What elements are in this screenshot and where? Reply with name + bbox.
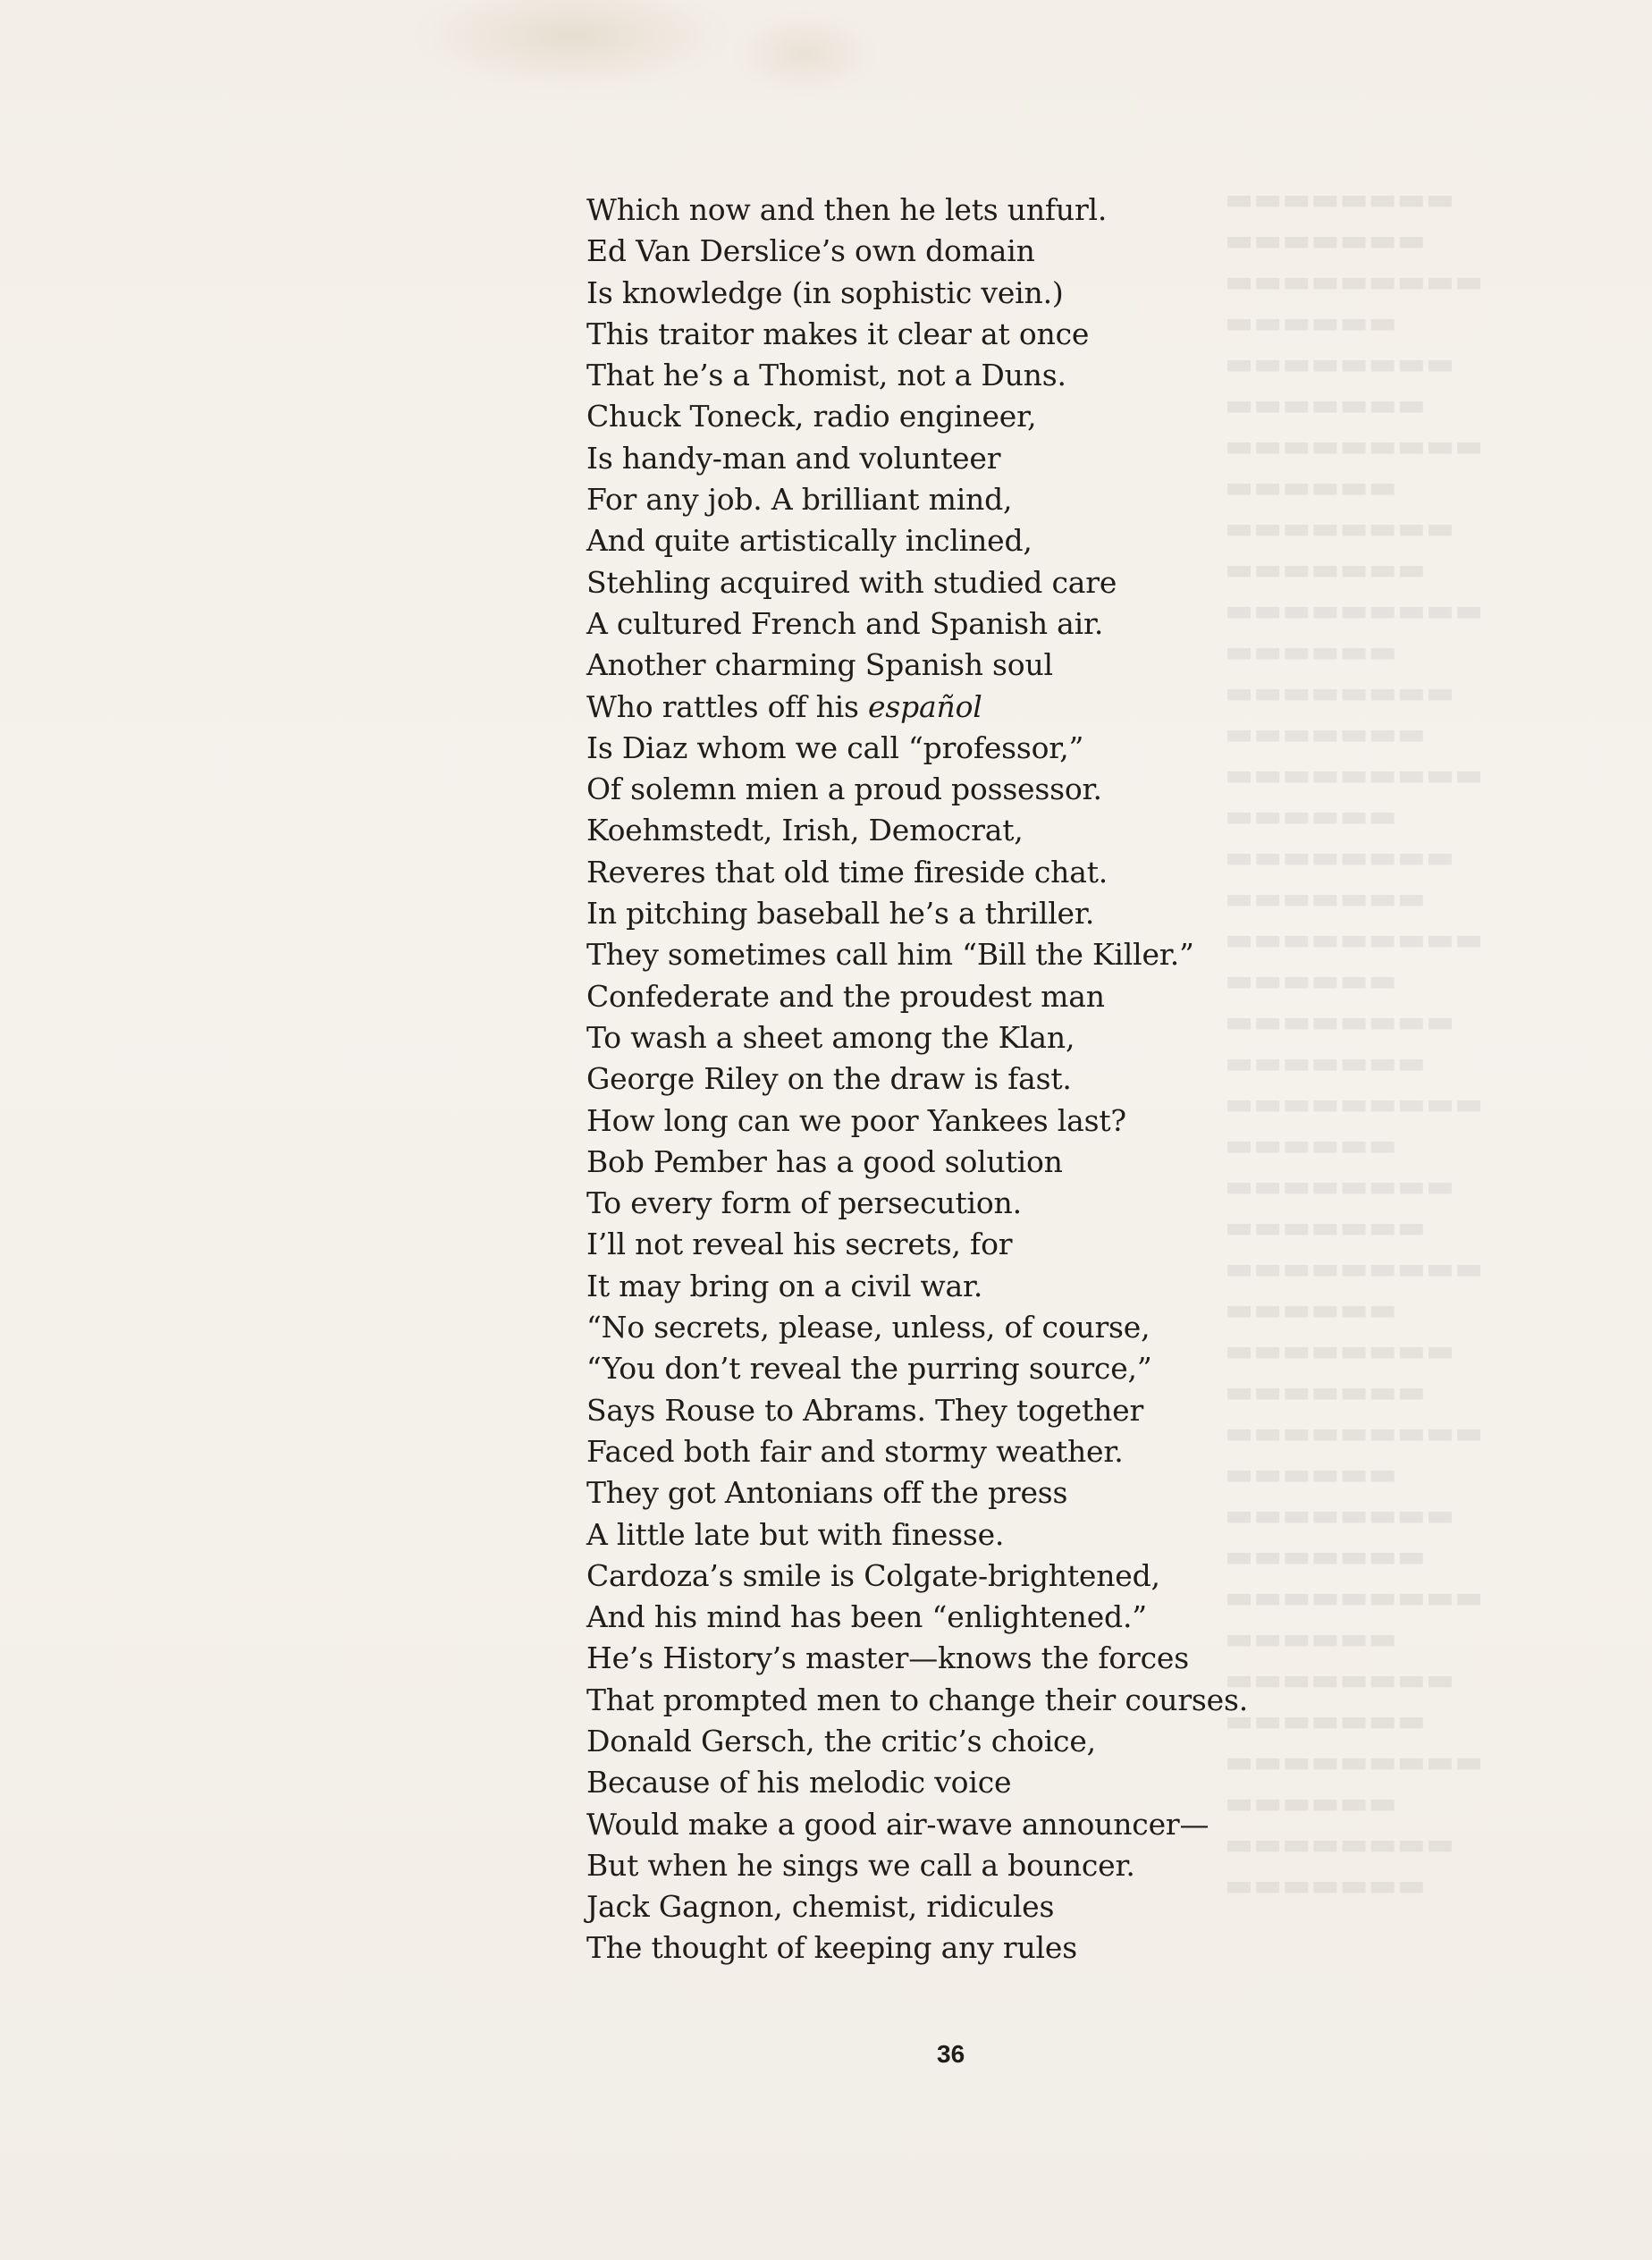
poem-line: George Riley on the draw is fast.: [586, 1061, 1072, 1097]
poem-line: How long can we poor Yankees last?: [586, 1102, 1126, 1138]
show-through-texture: ▬▬▬▬▬▬▬▬ ▬▬▬▬▬▬▬ ▬▬▬▬▬▬▬▬▬ ▬▬▬▬▬▬ ▬▬▬▬▬▬▬▬ ▬▬▬▬▬▬▬ ▬▬▬▬▬▬▬▬▬ ▬▬▬▬▬▬ ▬▬▬▬▬▬▬▬ ▬▬▬▬▬▬▬ ▬▬▬▬▬▬▬▬▬ ▬▬▬▬▬▬ ▬▬▬▬▬▬▬▬ ▬▬▬▬▬▬▬ ▬▬▬▬▬▬▬▬▬ ▬▬▬▬▬▬ ▬▬▬▬▬▬▬▬ ▬▬▬▬▬▬▬ ▬▬▬▬▬▬▬▬▬ ▬▬▬▬▬▬ ▬▬▬▬▬▬▬▬ ▬▬▬▬▬▬▬ ▬▬▬▬▬▬▬▬▬ ▬▬▬▬▬▬ ▬▬▬▬▬▬▬▬ ▬▬▬▬▬▬▬ ▬▬▬▬▬▬▬▬▬ ▬▬▬▬▬▬ ▬▬▬▬▬▬▬▬ ▬▬▬▬▬▬▬ ▬▬▬▬▬▬▬▬▬ ▬▬▬▬▬▬ ▬▬▬▬▬▬▬▬ ▬▬▬▬▬▬▬ ▬▬▬▬▬▬▬▬▬ ▬▬▬▬▬▬ ▬▬▬▬▬▬▬▬ ▬▬▬▬▬▬▬ ▬▬▬▬▬▬▬▬▬ ▬▬▬▬▬▬ ▬▬▬▬▬▬▬▬ ▬▬▬▬▬▬▬: [1225, 181, 1484, 1903]
poem-line: Faced both fair and stormy weather.: [586, 1433, 1124, 1469]
poem-line: Another charming Spanish soul: [586, 647, 1053, 683]
poem-line: Says Rouse to Abrams. They together: [586, 1392, 1144, 1428]
poem-line: A little late but with finesse.: [586, 1516, 1005, 1552]
poem-text: [586, 190, 1355, 1969]
poem-line: Chuck Toneck, radio engineer,: [586, 399, 1037, 434]
poem-line: For any job. A brilliant mind,: [586, 482, 1013, 518]
poem-line: Is Diaz whom we call “professor,”: [586, 729, 1084, 765]
poem-line: Donald Gersch, the critic’s choice,: [586, 1723, 1096, 1758]
poem-line: They sometimes call him “Bill the Killer.”: [586, 937, 1194, 973]
poem-line-with-italic: [586, 687, 1355, 728]
poem-line: And his mind has been “enlightened.”: [586, 1599, 1147, 1635]
poem-line: In pitching baseball he’s a thriller.: [586, 896, 1095, 932]
poem-line: To every form of persecution.: [586, 1185, 1022, 1221]
poem-line: Confederate and the proudest man: [586, 978, 1105, 1014]
poem-line: Is knowledge (in sophistic vein.): [586, 274, 1064, 310]
poem-line: Because of his melodic voice: [586, 1765, 1012, 1800]
poem-line: The thought of keeping any rules: [586, 1930, 1077, 1966]
italic-word: español: [868, 688, 982, 724]
poem-line: Jack Gagnon, chemist, ridicules: [586, 1889, 1055, 1925]
poem-line: Is handy-man and volunteer: [586, 440, 1001, 476]
poem-line: “No secrets, please, unless, of course,: [586, 1310, 1150, 1345]
poem-line: Stehling acquired with studied care: [586, 564, 1117, 600]
poem-line-text: Who rattles off his: [586, 688, 859, 724]
poem-line: Which now and then he lets unfurl.: [586, 192, 1108, 227]
page-number: 36: [937, 2040, 965, 2068]
poem-line: He’s History’s master—knows the forces: [586, 1640, 1189, 1676]
poem-line: It may bring on a civil war.: [586, 1268, 983, 1303]
poem-line: They got Antonians off the press: [586, 1475, 1068, 1511]
poem-line: And quite artistically inclined,: [586, 523, 1032, 559]
poem-line: That prompted men to change their courses.: [586, 1682, 1248, 1717]
poem-line: To wash a sheet among the Klan,: [586, 1019, 1075, 1055]
poem-line: I’ll not reveal his secrets, for: [586, 1227, 1013, 1262]
poem-line: “You don’t reveal the purring source,”: [586, 1351, 1152, 1387]
poem-line: Koehmstedt, Irish, Democrat,: [586, 813, 1024, 848]
poem-line: Ed Van Derslice’s own domain: [586, 233, 1035, 269]
poem-line: A cultured French and Spanish air.: [586, 605, 1104, 641]
poem-line: Cardoza’s smile is Colgate-brightened,: [586, 1557, 1160, 1593]
poem-line: That he’s a Thomist, not a Duns.: [586, 358, 1066, 393]
poem-line: Reveres that old time fireside chat.: [586, 854, 1108, 890]
poem-line: But when he sings we call a bouncer.: [586, 1847, 1135, 1883]
poem-line: Would make a good air-wave announcer—: [586, 1806, 1210, 1842]
poem-line: Bob Pember has a good solution: [586, 1143, 1063, 1179]
poem-line: This traitor makes it clear at once: [586, 316, 1090, 351]
poem-line: Of solemn mien a proud possessor.: [586, 772, 1102, 807]
